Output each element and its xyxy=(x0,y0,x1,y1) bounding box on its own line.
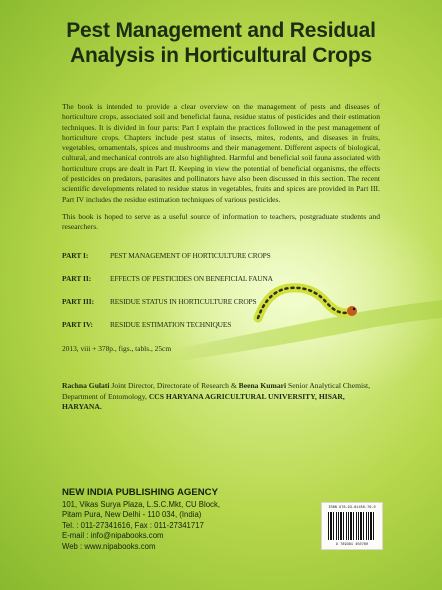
author-role-2: Senior Analytical Chemist, Department of Entomology, xyxy=(62,381,371,401)
part-label: PART II: xyxy=(62,274,92,283)
title-line-1: Pest Management and Residual xyxy=(66,19,376,42)
publisher-phone: Tel. : 011-27341616, Fax : 011-27341717 xyxy=(62,520,204,530)
part-item xyxy=(62,251,382,274)
publisher-address-line: 101, Vikas Surya Plaza, L.S.C.Mkt, CU Block, xyxy=(62,500,221,509)
part-title: RESIDUE ESTIMATION TECHNIQUES xyxy=(110,320,232,329)
part-title: RESIDUE STATUS IN HORTICULTURE CROPS xyxy=(110,297,257,306)
blurb-paragraph-2: This book is hoped to serve as a useful source of information to teachers, postgraduate students and researchers. xyxy=(62,212,380,232)
publisher-address-line: Pitam Pura, New Delhi - 110 034, (India) xyxy=(62,510,202,520)
part-title: EFFECTS OF PESTICIDES ON BENEFICIAL FAUNA xyxy=(110,274,273,283)
publisher-block xyxy=(62,487,220,552)
part-title: PEST MANAGEMENT OF HORTICULTURE CROPS xyxy=(110,251,271,260)
isbn-text: ISBN 978-93-81450-76-0 xyxy=(328,506,376,510)
title-line-2: Analysis in Horticultural Crops xyxy=(70,44,372,67)
barcode-bars xyxy=(328,512,376,540)
blurb-paragraph-1: The book is intended to provide a clear overview on the management of pests and diseases of horticulture crops, associated soil and beneficial fauna, residue status of pesticides and their estimation techniques. It is divided in four parts: Part I explain the practices followed in the pest management of horticulture crops. Chapters include pest status of insects, mites, rodents, and diseases in fruits, vegetables, ornamentals, spices and mushrooms and their management. Different aspects of biological, cultural, and mechanical controls are also highlighted. Harmful and beneficial soil fauna associated with horticulture crops are dealt in Part II. Keeping in view the potential of beneficial organisms, the effects of pesticides on predators, parasites and pollinators have also been discussed in this section. The recent scientific developments related to residue status in vegetables, fruits and spices are provided in Part III. Part IV includes the residue estimation techniques of various pesticides. xyxy=(62,102,380,204)
part-item xyxy=(62,297,382,320)
author-role-1: Joint Director, Directorate of Research & xyxy=(109,381,239,390)
author-institution: CCS HARYANA AGRICULTURAL UNIVERSITY, HISAR, HARYANA. xyxy=(62,391,345,411)
author-name-1: Rachna Gulati xyxy=(62,381,110,390)
publisher-website: Web : www.nipabooks.com xyxy=(62,541,156,551)
parts-list xyxy=(62,251,382,343)
part-label: PART I: xyxy=(62,251,89,260)
publisher-name: NEW INDIA PUBLISHING AGENCY xyxy=(62,487,218,498)
part-label: PART III: xyxy=(62,297,95,306)
publisher-email: E-mail : info@nipabooks.com xyxy=(62,531,164,541)
publication-details: 2013, viii + 378p., figs., tabls., 25cm xyxy=(62,344,172,353)
part-item xyxy=(62,320,382,343)
barcode-digits: 9 789381 450760 xyxy=(335,543,369,547)
part-item xyxy=(62,274,382,297)
part-label: PART IV: xyxy=(62,320,94,329)
author-name-2: Beena Kumari xyxy=(238,381,287,390)
book-title xyxy=(0,18,442,68)
author-info xyxy=(62,381,382,413)
isbn-barcode xyxy=(321,502,383,550)
